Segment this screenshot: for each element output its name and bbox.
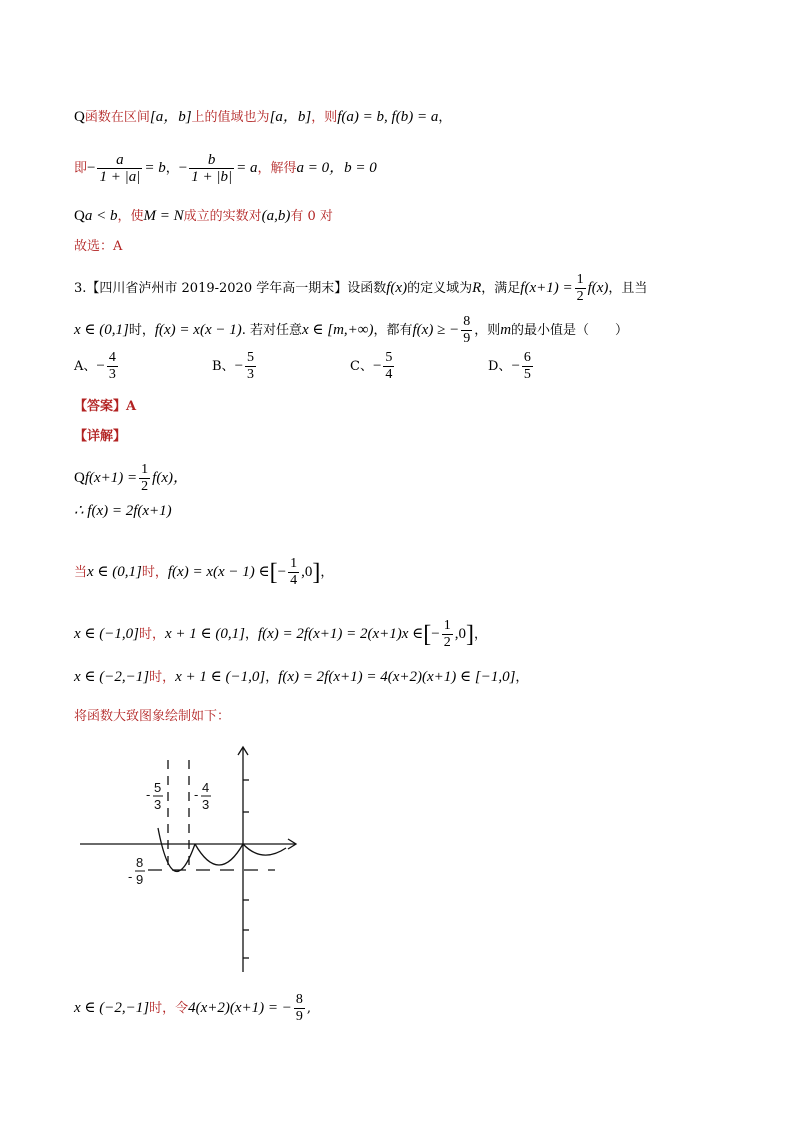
curve-segment-right bbox=[243, 844, 286, 855]
numerator: 8 bbox=[463, 314, 471, 329]
label-neg-8-9-den: 9 bbox=[136, 872, 144, 887]
math: f(x) bbox=[587, 280, 609, 296]
option-fraction bbox=[245, 350, 256, 383]
option-fraction bbox=[383, 350, 394, 383]
math: M = N bbox=[143, 208, 184, 224]
denominator: 3 bbox=[247, 367, 255, 382]
math: x ∈ [m,+∞) bbox=[302, 322, 374, 338]
math: f(x+1) = bbox=[520, 280, 573, 296]
label-neg-4-3-num: 4 bbox=[202, 780, 210, 795]
math: f(x) = 2f(x+1) = 2(x+1)x ∈ bbox=[257, 626, 424, 642]
numerator: 6 bbox=[523, 350, 531, 365]
denominator: 1 + |a| bbox=[99, 169, 141, 185]
denominator: 5 bbox=[523, 367, 531, 382]
option-fraction bbox=[107, 350, 118, 383]
option-sign: − bbox=[372, 358, 382, 374]
text: ，满足 bbox=[481, 281, 521, 296]
denominator: 4 bbox=[385, 367, 393, 382]
math: m bbox=[500, 322, 512, 338]
line-3 bbox=[74, 207, 333, 226]
text: ，解得 bbox=[257, 161, 297, 176]
numerator: 1 bbox=[290, 556, 298, 571]
text: 函数在区间 bbox=[84, 110, 150, 125]
numerator: a bbox=[116, 152, 124, 168]
option-sign: − bbox=[234, 358, 244, 374]
math: x ∈ (−1,0] bbox=[74, 626, 139, 642]
math: − bbox=[178, 160, 188, 176]
numerator: 5 bbox=[385, 350, 393, 365]
fraction bbox=[294, 992, 305, 1025]
denominator: 2 bbox=[141, 479, 149, 494]
text: 的定义域为 bbox=[407, 281, 473, 296]
math: (a,b) bbox=[261, 208, 291, 224]
therefore-mark: Q bbox=[74, 208, 85, 224]
left-bracket: [ bbox=[423, 621, 432, 648]
math: x + 1 ∈ (0,1] bbox=[164, 626, 245, 642]
numerator: 5 bbox=[247, 350, 255, 365]
text: ， bbox=[515, 670, 529, 685]
label-neg-8-9-num: 8 bbox=[136, 855, 144, 870]
math: [a，b] bbox=[149, 109, 192, 125]
therefore-mark: Q bbox=[74, 470, 85, 486]
text: 时， bbox=[138, 627, 165, 642]
denominator: 2 bbox=[576, 289, 584, 304]
math: x ∈ (−2,−1] bbox=[74, 1000, 150, 1016]
detail-line-3 bbox=[74, 556, 333, 589]
detail-line-2: ∴ f(x) = 2f(x+1) bbox=[74, 503, 172, 519]
math: − bbox=[87, 160, 96, 176]
option-c[interactable] bbox=[350, 350, 396, 383]
option-letter: D、 bbox=[488, 359, 512, 374]
fraction bbox=[139, 462, 150, 495]
detail-label: 【详解】 bbox=[74, 429, 127, 444]
math: f(x) bbox=[386, 280, 408, 296]
text: ， bbox=[438, 110, 452, 125]
text: 当 bbox=[74, 565, 88, 580]
math: f(x) = x(x − 1) ∈ bbox=[167, 564, 270, 580]
numerator: 8 bbox=[295, 992, 303, 1007]
text: 时， bbox=[141, 565, 168, 580]
numerator: 1 bbox=[576, 272, 584, 287]
math: = a bbox=[236, 160, 258, 176]
math: [a，b] bbox=[269, 109, 312, 125]
option-a[interactable] bbox=[74, 350, 120, 383]
minus-sign: − bbox=[431, 626, 440, 642]
fraction bbox=[97, 152, 142, 185]
question-3-line-1 bbox=[74, 272, 647, 305]
fraction bbox=[189, 152, 234, 185]
text: ， bbox=[473, 627, 487, 642]
label-neg-5-3-num: 5 bbox=[154, 780, 162, 795]
text: 上的值域也为 bbox=[191, 110, 270, 125]
fraction bbox=[442, 618, 453, 651]
label-neg-4-3-den: 3 bbox=[202, 797, 210, 812]
right-bracket: ] bbox=[465, 621, 474, 648]
text: 时， bbox=[128, 323, 155, 338]
label-neg-4-3-sign: - bbox=[194, 787, 199, 802]
text: 的最小值是（ ） bbox=[511, 323, 629, 338]
math: x ∈ (0,1] bbox=[87, 564, 142, 580]
answer-label: 【答案】A bbox=[74, 399, 137, 414]
detail-line-7 bbox=[74, 992, 311, 1025]
option-letter: B、 bbox=[212, 359, 235, 374]
math: 4(x+2)(x+1) = − bbox=[188, 1000, 292, 1016]
option-letter: A、 bbox=[74, 359, 97, 374]
label-neg-5-3-sign: - bbox=[146, 787, 151, 802]
text: ， bbox=[265, 670, 279, 685]
math: f(x) ≥ − bbox=[412, 322, 460, 338]
line-4-choice: 故选：A bbox=[74, 239, 123, 254]
numerator: 1 bbox=[443, 618, 451, 633]
text: ， bbox=[320, 565, 334, 580]
text: ，都有 bbox=[373, 323, 413, 338]
detail-line-6: 将函数大致图象绘制如下： bbox=[74, 709, 231, 724]
math: a = 0，b = 0 bbox=[296, 160, 377, 176]
fraction bbox=[288, 556, 299, 589]
text: ， bbox=[244, 627, 258, 642]
text: ， bbox=[165, 161, 179, 176]
math: a < b bbox=[84, 208, 118, 224]
text: 有 0 对 bbox=[290, 209, 333, 224]
math: f(x) = x(x − 1) bbox=[154, 322, 242, 338]
math: f(a) = b, f(b) = a bbox=[337, 109, 439, 125]
text: ，且当 bbox=[608, 281, 648, 296]
option-fraction bbox=[522, 350, 533, 383]
denominator: 2 bbox=[443, 635, 451, 650]
option-b[interactable] bbox=[212, 350, 258, 383]
therefore-mark: Q bbox=[74, 109, 85, 125]
curve-segment-middle bbox=[195, 844, 243, 865]
math: f(x) = 2f(x+1) = 4(x+2)(x+1) ∈ [−1,0] bbox=[278, 669, 516, 685]
question-source: 【四川省泸州市 2019-2020 学年高一期末】 bbox=[86, 281, 348, 296]
left-bracket: [ bbox=[269, 559, 278, 586]
math: ,0 bbox=[454, 626, 466, 642]
numerator: 1 bbox=[141, 462, 149, 477]
denominator: 1 + |b| bbox=[191, 169, 233, 185]
math: x ∈ (0,1] bbox=[74, 322, 129, 338]
label-neg-8-9-sign: - bbox=[128, 869, 133, 884]
math: f(x+1) = bbox=[84, 470, 138, 486]
minus-sign: − bbox=[277, 564, 287, 580]
denominator: 3 bbox=[108, 367, 116, 382]
text: 成立的实数对 bbox=[183, 209, 262, 224]
math: f(x)， bbox=[152, 470, 188, 486]
option-d[interactable] bbox=[488, 350, 535, 383]
denominator: 9 bbox=[463, 331, 471, 346]
option-letter: C、 bbox=[350, 359, 373, 374]
text: ，则 bbox=[474, 323, 501, 338]
numerator: 4 bbox=[108, 350, 116, 365]
text: ，则 bbox=[311, 110, 338, 125]
text: 即 bbox=[74, 161, 88, 176]
math: x ∈ (−2,−1] bbox=[74, 669, 150, 685]
text: , bbox=[306, 1001, 312, 1016]
option-sign: − bbox=[96, 358, 105, 374]
function-graph bbox=[70, 740, 310, 980]
question-3-line-2 bbox=[74, 314, 628, 347]
fraction bbox=[575, 272, 586, 305]
text: ，使 bbox=[117, 209, 144, 224]
detail-line-1 bbox=[74, 462, 188, 495]
text: . 若对任意 bbox=[241, 323, 302, 338]
numerator: b bbox=[207, 152, 216, 168]
math: R bbox=[472, 280, 482, 296]
math: ,0 bbox=[301, 564, 313, 580]
denominator: 9 bbox=[295, 1009, 303, 1024]
line-2 bbox=[74, 152, 377, 185]
question-number: 3. bbox=[74, 281, 87, 296]
text: 时， bbox=[149, 670, 176, 685]
math: x + 1 ∈ (−1,0] bbox=[175, 669, 266, 685]
math: = b bbox=[144, 160, 166, 176]
text: 时，令 bbox=[149, 1001, 189, 1016]
detail-line-5 bbox=[74, 668, 528, 687]
fraction bbox=[461, 314, 472, 347]
label-neg-5-3-den: 3 bbox=[154, 797, 162, 812]
denominator: 4 bbox=[290, 573, 298, 588]
right-bracket: ] bbox=[312, 559, 321, 586]
option-sign: − bbox=[511, 358, 520, 374]
detail-line-4 bbox=[74, 618, 487, 651]
text: 设函数 bbox=[347, 281, 387, 296]
line-1 bbox=[74, 108, 451, 127]
